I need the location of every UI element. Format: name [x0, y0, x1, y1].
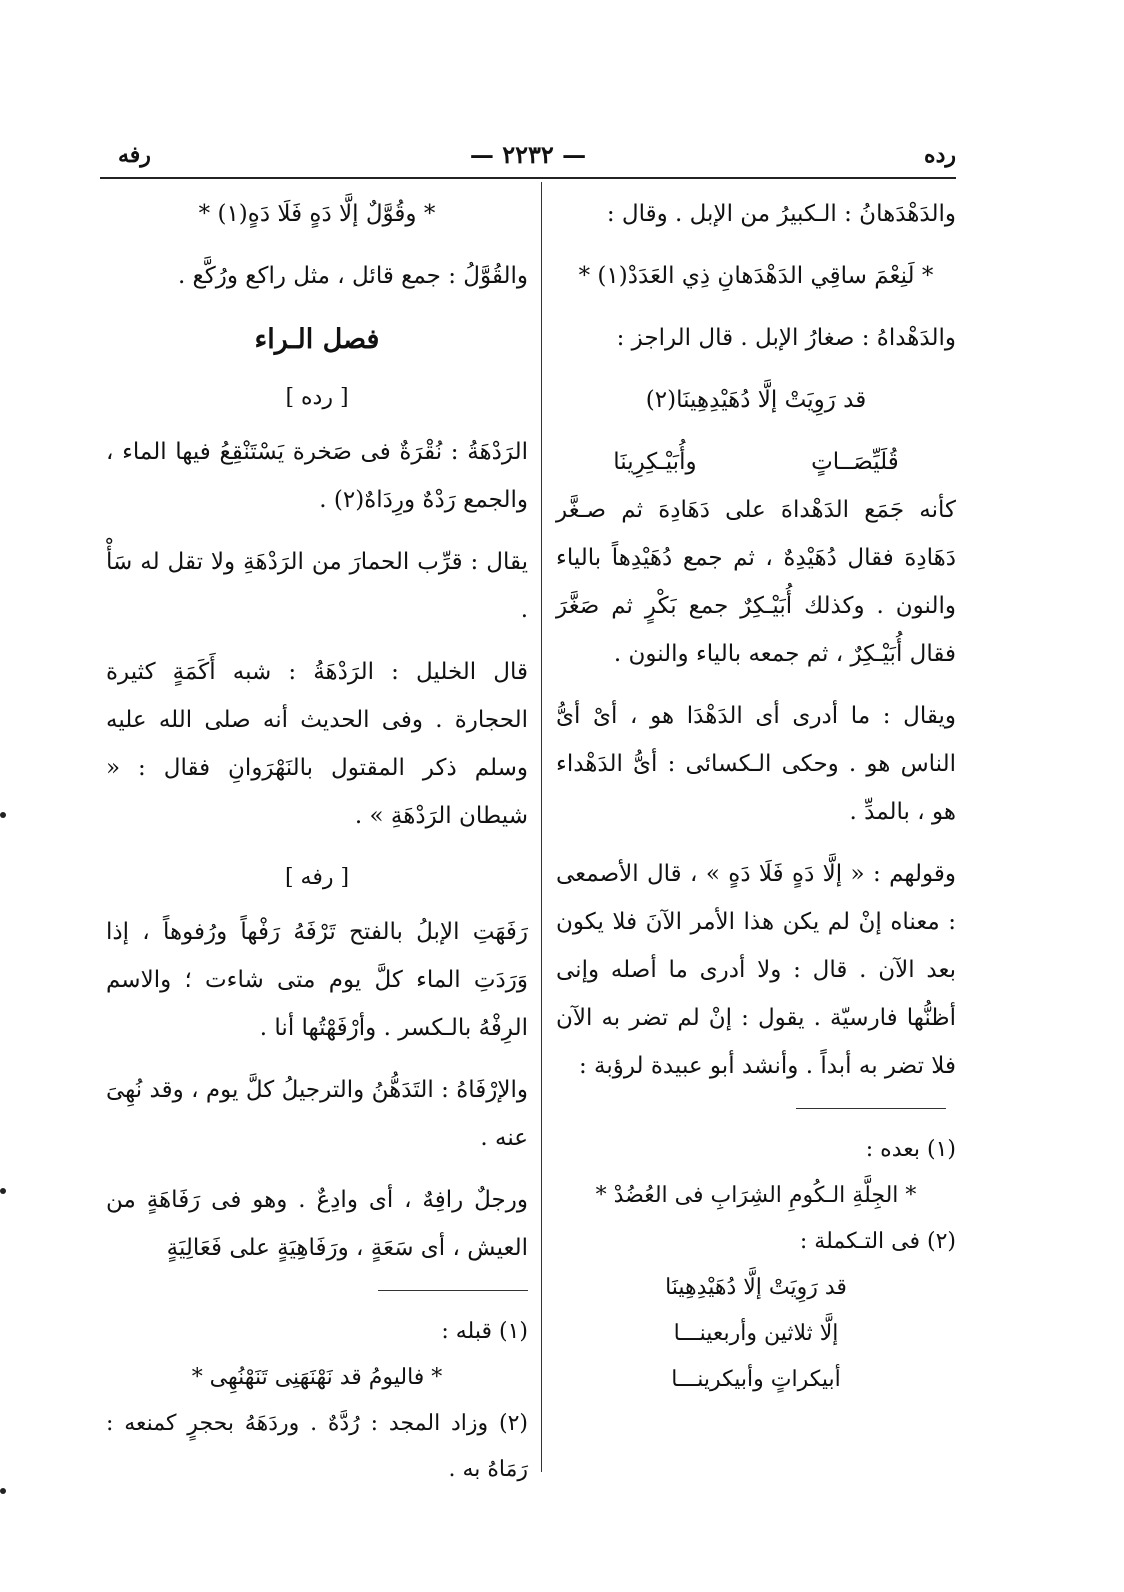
paragraph: رَفَهَتِ الإبلُ بالفتح تَرْفَهُ رَفْهاً ورُفوهاً ، إذا وَرَدَتِ الماء كلَّ يوم متى شاءت ؛ والاسم الرِفْهُ بالـكسر . وأرْفَهْتُها أنا .	[106, 919, 528, 1041]
footnote-verse: * فاليومُ قد نَهْنَهَنِى تَنَهْنُهِى *	[191, 1365, 443, 1390]
paragraph: والدَهْداهُ : صغارُ الإبل . قال الراجز :	[616, 325, 956, 351]
footnote-verse: إلَّا ثلاثين وأربعينـــا	[673, 1321, 839, 1346]
paragraph: وقولهم : « إلَّا دَهٍ فَلَا دَهٍ » ، قال الأصمعى : معناه إنْ لم يكن هذا الأمر الآنَ فلا يكون بعد الآن . قال : ولا أدرى ما أصله وإنى أظنُّها فارسيّة . يقول : إنْ لم تضر به الآن فلا تضر به أبداً . وأنشد أبو عبيدة لرؤبة :	[556, 861, 956, 1079]
footnotes	[556, 1127, 956, 1403]
margin-mark	[0, 1188, 6, 1194]
verse-pair	[556, 438, 956, 486]
verse-line: * لَنِعْمَ ساقِي الدَهْدَهانِ ذِي العَدَدْ(١) *	[578, 263, 934, 289]
header-root-left: رفه	[118, 142, 151, 168]
column-divider	[541, 182, 542, 1472]
margin-mark	[0, 812, 6, 818]
root-heading: [ رده ]	[285, 385, 349, 410]
paragraph: ويقال : ما أدرى أى الدَهْدَا هو ، أىْ أىُّ الناس هو . وحكى الـكسائى : أىُّ الدَهْداء هو ، بالمدِّ .	[556, 703, 956, 825]
header-rule	[100, 177, 956, 179]
left-column	[106, 190, 528, 1493]
footnote-label: (١) قبله :	[441, 1319, 528, 1344]
page-header	[100, 142, 956, 182]
verse-line: * وقُوَّلٌ إلَّا دَهٍ فَلَا دَهٍ(١) *	[198, 201, 436, 227]
page-number: — ٢٢٣٢ —	[469, 140, 587, 169]
verse-hemistich: قُلَيِّصَــاتٍ	[811, 449, 899, 475]
paragraph: ورجلٌ رافِهٌ ، أى وادِعٌ . وهو فى رَفَاهَةٍ من العيش ، أى سَعَةٍ ، ورَفَاهِيَةٍ على فَعَالِيَةٍ	[106, 1187, 528, 1261]
verse-hemistich: وأُبَيْـكِرِينَا	[613, 449, 697, 475]
footnote-verse: قد رَوِيَتْ إلَّا دُهَيْدِهِينَا	[665, 1275, 847, 1300]
paragraph: الرَدْهَةُ : نُقْرَةٌ فى صَخرة يَسْتَنْقِعُ فيها الماء ، والجمع رَدْهٌ ورِدَاهٌ(٢) .	[106, 439, 528, 513]
footnotes	[106, 1309, 528, 1493]
footnote-verse: أبيكراتٍ وأبيكرينـــا	[671, 1367, 841, 1392]
paragraph: كأنه جَمَع الدَهْداهَ على دَهَادِهَ ثم صـغَّر دَهَادِهَ فقال دُهَيْدِهٌ ، ثم جمع دُهَيْدِهاً بالياء والنون . وكذلك أُبَيْـكِرٌ جمع بَكْرٍ ثم صَغَّرَ فقال أُبَيْـكِرٌ ، ثم جمعه بالياء والنون .	[556, 497, 956, 667]
paragraph: والقُوَّلُ : جمع قائل ، مثل راكع ورُكَّع .	[177, 263, 528, 289]
footnote-label: (٢) فى التـكملة :	[799, 1229, 956, 1254]
margin-mark	[0, 1488, 6, 1494]
section-title: فصل الـراء	[254, 324, 380, 355]
paragraph: والدَهْدَهانُ : الـكبيرُ من الإبل . وقال :	[606, 201, 956, 227]
verse-line: قد رَوِيَتْ إلَّا دُهَيْدِهِينَا(٢)	[645, 387, 867, 413]
footnote-text: (٢) وزاد المجد : رُدَّهٌ . وردَهَهُ بحجرٍ كمنعه : رَمَاهُ به .	[106, 1411, 528, 1482]
paragraph: يقال : قرِّب الحمارَ من الرَدْهَةِ ولا تقل له سَأْ .	[106, 549, 528, 623]
footnote-rule	[378, 1290, 528, 1291]
footnote-verse: * الجِلَّةِ الـكُومِ الشِرَابِ فى العُضُدْ *	[595, 1183, 917, 1208]
paragraph: قال الخليل : الرَدْهَةُ : شبه أَكَمَةٍ كثيرة الحجارة . وفى الحديث أنه صلى الله عليه وسلم ذكر المقتول بالنَهْرَوانِ فقال : « شيطان الرَدْهَةِ » .	[106, 659, 528, 829]
right-column	[556, 190, 956, 1403]
root-heading: [ رفه ]	[284, 865, 350, 890]
footnote-rule	[796, 1108, 946, 1109]
paragraph: والإرْفَاهُ : التَدَهُّنُ والترجيلُ كلَّ يوم ، وقد نُهِىَ عنه .	[106, 1077, 528, 1151]
header-root-right: رده	[924, 142, 956, 168]
footnote-label: (١) بعده :	[865, 1137, 956, 1162]
